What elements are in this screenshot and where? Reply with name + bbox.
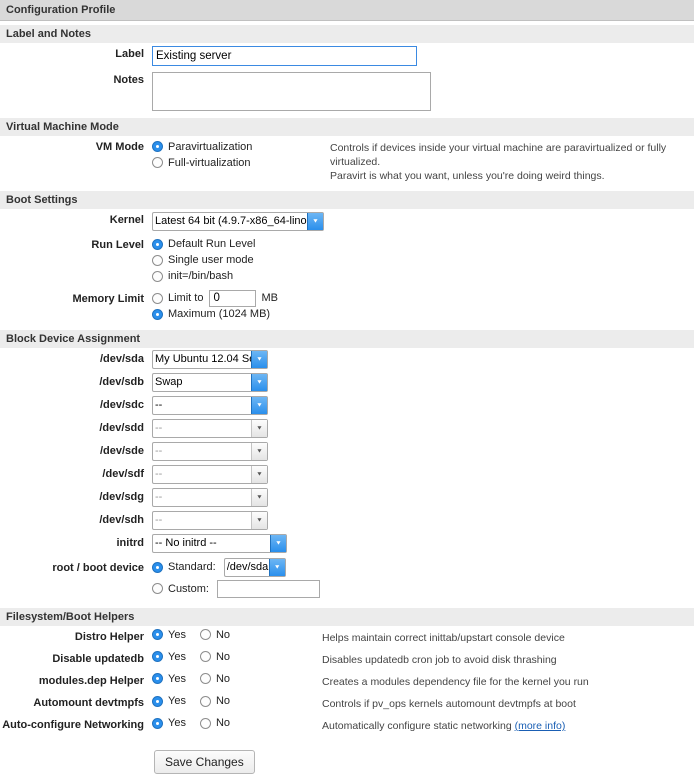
chevron-down-icon: ▼ xyxy=(269,559,285,576)
block-device-label: /dev/sde xyxy=(99,445,144,458)
notes-textarea[interactable] xyxy=(152,72,431,111)
block-device-label: /dev/sdf xyxy=(102,468,144,481)
section-header-filesystem-boot-helpers: Filesystem/Boot Helpers xyxy=(0,608,694,626)
distro-helper-no-option[interactable] xyxy=(200,629,230,641)
memory-limit-input[interactable] xyxy=(209,290,256,307)
block-device-select[interactable] xyxy=(152,350,268,369)
disable-updatedb-yes-label: Yes xyxy=(168,650,186,663)
initrd-select-wrapper[interactable] xyxy=(152,534,287,553)
distro-helper-no-label: No xyxy=(215,628,231,641)
notes-field-label: Notes xyxy=(113,74,144,86)
block-device-select-wrapper[interactable] xyxy=(152,511,268,530)
chevron-down-icon: ▼ xyxy=(270,535,286,552)
vm-mode-paravirtualization-radio[interactable] xyxy=(152,141,163,152)
vm-mode-paravirtualization-label: Paravirtualization xyxy=(168,140,253,153)
kernel-select[interactable] xyxy=(152,212,324,231)
disable-updatedb-yes-option[interactable] xyxy=(152,651,186,663)
root-custom-label: Custom: xyxy=(168,582,209,595)
row-run-level xyxy=(0,234,694,288)
block-device-row xyxy=(0,371,694,394)
run-level-default-radio[interactable] xyxy=(152,239,163,250)
window-title: Configuration Profile xyxy=(0,0,694,21)
auto-configure-networking-label: Auto-configure Networking xyxy=(2,719,144,732)
chevron-down-icon: ▼ xyxy=(251,443,267,460)
disable-updatedb-no-option[interactable] xyxy=(200,651,230,663)
block-device-select[interactable] xyxy=(152,465,268,484)
vm-mode-paravirtualization-option[interactable] xyxy=(152,139,322,154)
block-device-select[interactable] xyxy=(152,419,268,438)
automount-devtmpfs-yes-option[interactable] xyxy=(152,695,186,707)
block-device-select[interactable] xyxy=(152,396,268,415)
label-input[interactable] xyxy=(152,46,417,66)
chevron-down-icon: ▼ xyxy=(251,420,267,437)
disable-updatedb-no-label: No xyxy=(215,650,231,663)
section-header-block-device-assignment: Block Device Assignment xyxy=(0,330,694,348)
memory-maximum-option[interactable] xyxy=(152,307,278,322)
chevron-down-icon: ▼ xyxy=(251,374,267,391)
row-kernel xyxy=(0,209,694,234)
run-level-initbash-radio[interactable] xyxy=(152,271,163,282)
vm-mode-fullvirtualization-radio[interactable] xyxy=(152,157,163,168)
vm-mode-help-line-1: Controls if devices inside your virtual machine are paravirtualized or fully virtualized. xyxy=(330,142,667,169)
root-standard-label: Standard: xyxy=(168,561,216,574)
block-device-row xyxy=(0,509,694,532)
save-changes-button[interactable]: Save Changes xyxy=(154,750,255,774)
block-device-row xyxy=(0,348,694,371)
auto-configure-networking-help xyxy=(322,717,565,733)
block-device-select[interactable] xyxy=(152,373,268,392)
block-device-label: /dev/sdg xyxy=(99,491,144,504)
block-device-row xyxy=(0,440,694,463)
chevron-down-icon: ▼ xyxy=(251,512,267,529)
vm-mode-help-line-2: Paravirt is what you want, unless you're doing weird things. xyxy=(330,170,605,183)
disable-updatedb-no-radio[interactable] xyxy=(200,651,211,662)
block-device-label: /dev/sdb xyxy=(99,376,144,389)
automount-devtmpfs-yes-label: Yes xyxy=(168,695,186,708)
initrd-label: initrd xyxy=(116,537,144,550)
row-label xyxy=(0,43,694,69)
memory-limit-to-radio[interactable] xyxy=(152,293,163,304)
disable-updatedb-yes-radio[interactable] xyxy=(152,651,163,662)
block-device-select-wrapper[interactable] xyxy=(152,373,268,392)
disable-updatedb-label: Disable updatedb xyxy=(52,652,144,665)
root-standard-radio[interactable] xyxy=(152,562,163,573)
auto-configure-networking-help-text: Automatically configure static networking xyxy=(322,720,512,733)
block-device-label: /dev/sdc xyxy=(99,399,144,412)
automount-devtmpfs-no-label: No xyxy=(215,695,231,708)
run-level-default-option[interactable] xyxy=(152,237,255,252)
root-custom-option[interactable] xyxy=(152,580,320,598)
section-header-label-and-notes: Label and Notes xyxy=(0,25,694,43)
vm-mode-label: VM Mode xyxy=(95,141,144,153)
row-root-boot-device xyxy=(0,555,694,604)
modules-dep-helper-help: Creates a modules dependency file for the kernel you run xyxy=(322,675,589,688)
block-device-select-wrapper[interactable] xyxy=(152,350,268,369)
kernel-select-wrapper[interactable] xyxy=(152,212,324,231)
run-level-default-label: Default Run Level xyxy=(168,238,256,251)
modules-dep-helper-yes-option[interactable] xyxy=(152,673,186,685)
block-device-label: /dev/sda xyxy=(99,353,144,366)
modules-dep-helper-yes-radio[interactable] xyxy=(152,673,163,684)
automount-devtmpfs-help: Controls if pv_ops kernels automount devtmpfs at boot xyxy=(322,698,576,711)
row-distro-helper xyxy=(0,626,694,648)
block-device-label: /dev/sdh xyxy=(99,514,144,527)
auto-configure-networking-no-option[interactable] xyxy=(200,717,230,729)
distro-helper-yes-radio[interactable] xyxy=(152,629,163,640)
run-level-initbash-label: init=/bin/bash xyxy=(168,270,234,283)
chevron-down-icon: ▼ xyxy=(251,466,267,483)
block-device-select[interactable] xyxy=(152,511,268,530)
block-device-row xyxy=(0,463,694,486)
block-device-select-wrapper[interactable] xyxy=(152,465,268,484)
auto-configure-networking-yes-radio[interactable] xyxy=(152,718,163,729)
save-bar xyxy=(0,736,694,784)
block-device-select[interactable] xyxy=(152,442,268,461)
memory-limit-to-label: Limit to xyxy=(168,292,204,305)
disable-updatedb-help: Disables updatedb cron job to avoid disk thrashing xyxy=(322,653,557,666)
label-field-label: Label xyxy=(115,48,144,60)
root-standard-option[interactable] xyxy=(152,558,320,577)
auto-configure-networking-yes-option[interactable] xyxy=(152,717,186,729)
block-device-row xyxy=(0,486,694,509)
chevron-down-icon: ▼ xyxy=(251,397,267,414)
block-device-row xyxy=(0,417,694,440)
modules-dep-helper-yes-label: Yes xyxy=(168,672,186,685)
initrd-select[interactable] xyxy=(152,534,287,553)
run-level-single-label: Single user mode xyxy=(168,254,254,267)
memory-limit-unit: MB xyxy=(261,292,278,305)
distro-helper-yes-label: Yes xyxy=(168,628,186,641)
distro-helper-no-radio[interactable] xyxy=(200,629,211,640)
root-standard-select[interactable] xyxy=(224,558,286,577)
modules-dep-helper-no-radio[interactable] xyxy=(200,673,211,684)
vm-mode-fullvirtualization-label: Full-virtualization xyxy=(168,156,251,169)
block-device-select-wrapper[interactable] xyxy=(152,442,268,461)
block-device-select-wrapper[interactable] xyxy=(152,396,268,415)
chevron-down-icon: ▼ xyxy=(251,489,267,506)
run-level-single-option[interactable] xyxy=(152,253,255,268)
vm-mode-fullvirtualization-option[interactable] xyxy=(152,155,322,170)
row-memory-limit xyxy=(0,288,694,326)
automount-devtmpfs-no-option[interactable] xyxy=(200,695,230,707)
memory-maximum-label: Maximum (1024 MB) xyxy=(168,308,271,321)
root-boot-device-label: root / boot device xyxy=(52,561,144,574)
memory-limit-to-option[interactable] xyxy=(152,291,278,306)
distro-helper-yes-option[interactable] xyxy=(152,629,186,641)
block-device-select[interactable] xyxy=(152,488,268,507)
automount-devtmpfs-yes-radio[interactable] xyxy=(152,696,163,707)
more-info-link[interactable]: (more info) xyxy=(514,720,566,733)
section-header-boot-settings: Boot Settings xyxy=(0,191,694,209)
distro-helper-help: Helps maintain correct inittab/upstart console device xyxy=(322,631,565,644)
row-automount-devtmpfs xyxy=(0,692,694,714)
row-disable-updatedb xyxy=(0,648,694,670)
auto-configure-networking-no-radio[interactable] xyxy=(200,718,211,729)
block-device-label: /dev/sdd xyxy=(99,422,144,435)
kernel-label: Kernel xyxy=(109,213,144,226)
run-level-label: Run Level xyxy=(91,238,144,251)
modules-dep-helper-no-label: No xyxy=(215,672,231,685)
root-custom-input[interactable] xyxy=(217,580,320,598)
section-header-virtual-machine-mode: Virtual Machine Mode xyxy=(0,118,694,136)
root-standard-select-wrapper[interactable] xyxy=(224,558,286,577)
block-device-row xyxy=(0,394,694,417)
run-level-initbash-option[interactable] xyxy=(152,269,255,284)
vm-mode-help xyxy=(330,139,690,184)
root-custom-radio[interactable] xyxy=(152,583,163,594)
row-initrd xyxy=(0,532,694,555)
block-device-select-wrapper[interactable] xyxy=(152,488,268,507)
modules-dep-helper-no-option[interactable] xyxy=(200,673,230,685)
memory-limit-label: Memory Limit xyxy=(72,292,144,305)
auto-configure-networking-no-label: No xyxy=(215,717,231,730)
row-modules-dep-helper xyxy=(0,670,694,692)
row-vm-mode xyxy=(0,136,694,187)
chevron-down-icon: ▼ xyxy=(251,351,267,368)
block-device-select-wrapper[interactable] xyxy=(152,419,268,438)
row-notes xyxy=(0,69,694,114)
automount-devtmpfs-no-radio[interactable] xyxy=(200,696,211,707)
run-level-single-radio[interactable] xyxy=(152,255,163,266)
memory-maximum-radio[interactable] xyxy=(152,309,163,320)
automount-devtmpfs-label: Automount devtmpfs xyxy=(33,697,144,710)
modules-dep-helper-label: modules.dep Helper xyxy=(38,674,144,687)
distro-helper-label: Distro Helper xyxy=(74,630,144,643)
chevron-down-icon: ▼ xyxy=(307,213,323,230)
row-auto-configure-networking xyxy=(0,714,694,736)
auto-configure-networking-yes-label: Yes xyxy=(168,717,186,730)
